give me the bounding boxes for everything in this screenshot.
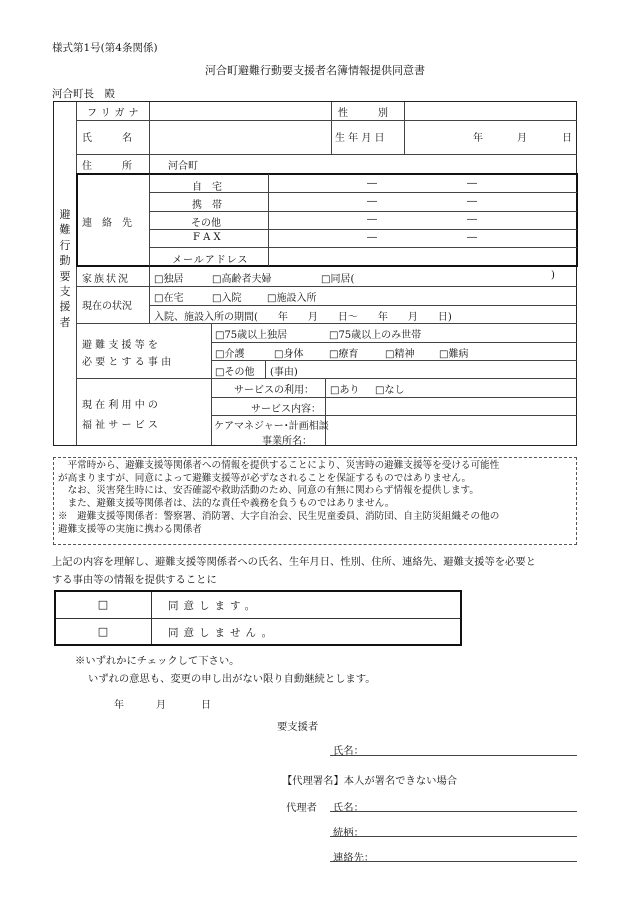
notice-line: なお、災害発生時には、安否確認や救助活動のため、同意の有無に関わらず情報を提供します。 [58,485,479,497]
contact-email-label: メールアドレス [172,255,249,266]
page-title: 河合町避難行動要支援者名簿情報提供同意書 [205,64,425,77]
care-manager-label-1: ケアマネジャー･計画相談 [214,421,329,432]
applicant-name-label: 氏名： [333,745,364,757]
notice-line: また、避難支援等関係者は、法的な責任や義務を負うものではありません。 [58,498,395,510]
need-physical[interactable]: □身体 [274,349,304,360]
date-year: 年 [114,700,124,711]
proxy-name-line[interactable] [330,811,577,812]
family-close-paren: ) [551,270,555,281]
status-hospital[interactable]: □入院 [212,293,242,304]
family-cohabit[interactable]: □同居( [321,274,355,285]
dob-label: 生 年 月 日 [335,133,385,144]
proxy-label: 代理者 [286,802,317,814]
welfare-label-2: 福 祉 サ ー ビ ス [82,420,158,431]
contact-other-dash-2: ― [467,214,477,225]
contact-label: 連 絡 先 [82,218,132,229]
relation-label: 続柄： [333,827,364,839]
need-mental[interactable]: □精神 [385,349,415,360]
disagree-label: 同意しません。 [168,627,278,639]
need-ryoiku[interactable]: □療育 [329,349,359,360]
consent-statement: 上記の内容を理解し、避難支援等関係者への氏名、生年月日、性別、住所、連絡先、避難支援等を必要と する事由等の情報を提供することに [52,556,536,586]
proxy-contact-line[interactable] [330,861,577,862]
contact-home-dash-1: ― [367,178,377,189]
agree-label: 同意します。 [168,600,261,612]
family-label: 家族状況 [82,274,130,285]
form-number: 様式第1号(第4条関係) [52,42,158,54]
date-month: 月 [156,700,166,711]
contact-fax-dash-2: ― [467,232,477,243]
notice-box [53,457,577,545]
notice-line: ※ 避難支援等関係者：警察署、消防署、大字自治会、民生児童委員、消防団、自主防災組織その他の [58,510,500,522]
disagree-checkbox[interactable]: □ [97,625,109,638]
check-note: ※いずれかにチェックして下さい。 [75,655,240,667]
service-content-label: サービス内容： [251,404,321,415]
relation-line[interactable] [330,836,577,837]
contact-mobile-dash-1: ― [367,196,377,207]
contact-other-dash-1: ― [367,214,377,225]
service-use-label: サービスの利用： [234,385,314,396]
proxy-header: 【代理署名】本人が署名できない場合 [282,775,458,787]
family-single[interactable]: □独居 [154,274,184,285]
notice-line: 平常時から、避難支援等関係者への情報を提供することにより、災害時の避難支援等を受ける可能性 [58,460,500,471]
dob-month: 月 [517,133,527,144]
side-label: 避 難 行 動 要 支 援 者 [59,208,71,329]
contact-mobile-dash-2: ― [467,196,477,207]
contact-email-field[interactable] [269,248,575,265]
service-no[interactable]: □なし [375,385,405,396]
welfare-label-1: 現 在 利 用 中 の [82,400,158,411]
name-label: 氏 名 [82,133,132,144]
need-reason-label: (事由) [270,367,298,378]
status-period[interactable]: 入院、施設入所の期間( 年 月 日～ 年 月 日) [154,312,452,323]
need-intractable-disease[interactable]: □難病 [439,349,469,360]
notice-line: が高まりますが、同意によって避難支援等が必ずなされることを保証するものではありません。 [58,472,472,484]
service-yes[interactable]: □あり [330,385,360,396]
gender-field[interactable] [405,102,577,120]
name-field[interactable] [150,121,330,154]
auto-renew-note: いずれの意思も、変更の申し出がない限り自動継続とします。 [88,673,376,685]
proxy-name-label: 氏名： [333,802,364,814]
proxy-contact-label: 連絡先： [333,852,375,864]
contact-fax-dash-1: ― [367,232,377,243]
status-facility[interactable]: □施設入所 [267,293,317,304]
gender-label: 性 別 [338,108,388,119]
contact-mobile-label: 携 帯 [192,200,222,211]
address-label: 住 所 [82,161,132,172]
need-label-2: 必 要 と す る 事 由 [82,357,172,368]
dob-year: 年 [473,133,483,144]
need-75-alone[interactable]: □75歳以上独居 [215,330,288,341]
agree-checkbox[interactable]: □ [97,598,109,611]
furigana-label: フリガナ [87,108,143,119]
applicant-name-line[interactable] [330,755,577,756]
contact-home-dash-2: ― [467,178,477,189]
contact-home-label: 自 宅 [192,182,222,193]
consent-table [54,590,462,646]
need-other[interactable]: □その他 [215,367,255,378]
address-value[interactable]: 河合町 [168,161,198,172]
applicant-info-table [53,101,577,446]
need-label-1: 避 難 支 援 等 を [82,340,158,351]
furigana-field[interactable] [150,102,330,120]
notice-line: 避難支援等の実施に携わる関係者 [58,523,202,535]
addressee: 河合町長 殿 [52,88,115,100]
contact-other-label: その他 [191,218,221,229]
need-75-household[interactable]: □75歳以上のみ世帯 [329,330,422,341]
status-home[interactable]: □在宅 [154,293,184,304]
status-label: 現在の状況 [82,301,132,312]
dob-day: 日 [562,133,572,144]
need-care[interactable]: □介護 [215,349,245,360]
contact-fax-label: F A X [193,232,221,243]
care-manager-label-2: 事業所名： [262,436,312,447]
family-elderly-couple[interactable]: □高齢者夫婦 [212,274,272,285]
applicant-label: 要支援者 [277,721,319,733]
date-day: 日 [201,700,211,711]
